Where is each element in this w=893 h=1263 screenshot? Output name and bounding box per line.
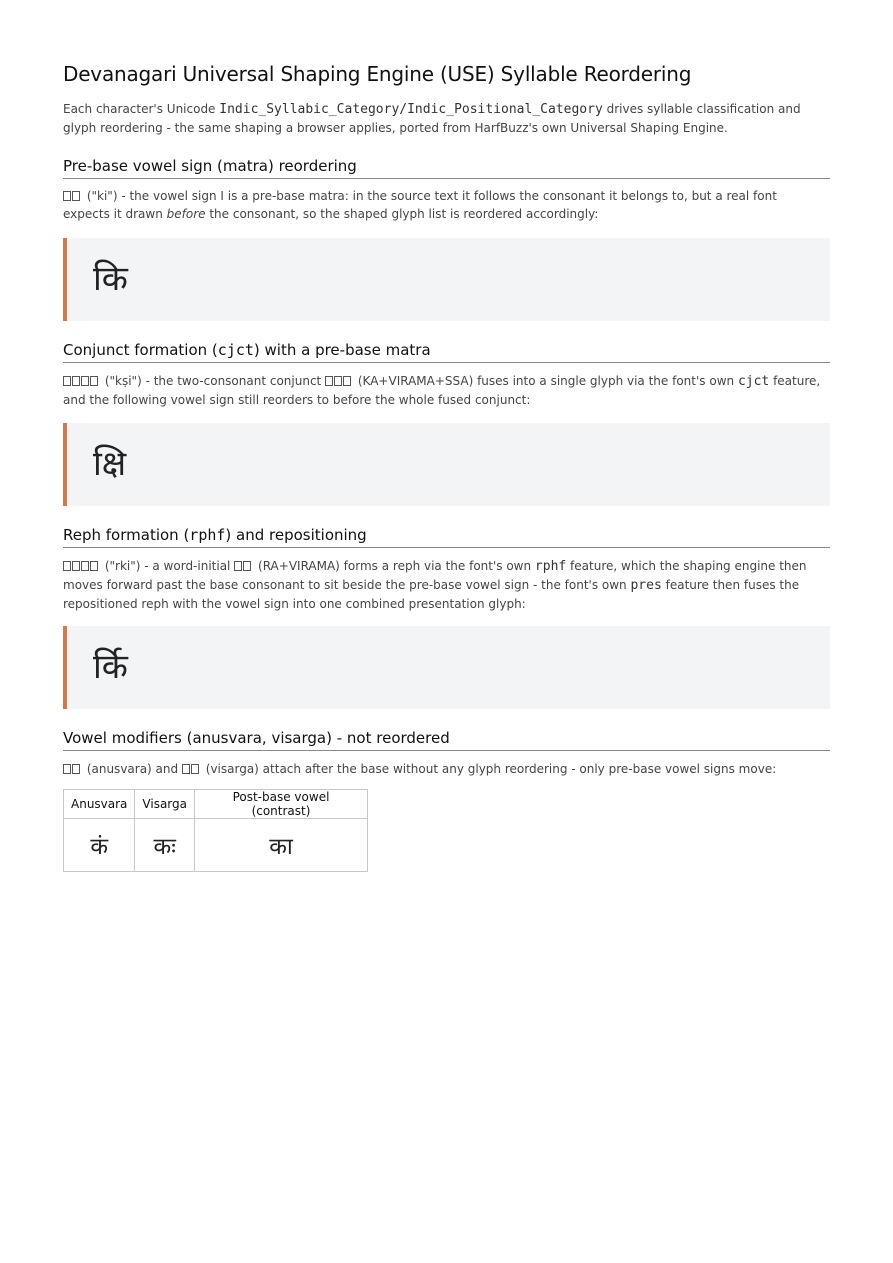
paragraph-text: feature, which the shaping engine then moves forward past the base consonant to sit beside the pre-base vowel sign - the font's own	[63, 559, 807, 592]
section-paragraph-reph	[63, 557, 823, 613]
section-heading-matra: Pre-base vowel sign (matra) reordering	[63, 157, 830, 179]
missing-glyph-icon	[90, 561, 98, 571]
heading-text: Conjunct formation (	[63, 341, 218, 359]
paragraph-text: feature then fuses the repositioned reph with the vowel sign into one combined presentation glyph:	[63, 578, 800, 611]
code-rphf: rphf	[534, 559, 567, 574]
modifiers-table	[63, 789, 368, 872]
code-slash: /	[399, 102, 408, 117]
section-heading-modifiers: Vowel modifiers (anusvara, visarga) - not reordered	[63, 729, 830, 751]
missing-glyph-icon	[182, 764, 190, 774]
missing-glyph-icon	[81, 561, 89, 571]
heading-code-cjct: cjct	[217, 341, 254, 359]
missing-glyph-icon	[191, 764, 199, 774]
missing-glyph-icon	[63, 191, 71, 201]
sample-box-kshi	[63, 423, 830, 506]
code-indic-positional-category: Indic_Positional_Category	[407, 102, 603, 117]
table-cell-visarga: कः	[135, 819, 195, 872]
missing-glyph-icon	[63, 376, 71, 386]
table-cell-anusvara: कं	[64, 819, 135, 872]
paragraph-text: (anusvara) and	[83, 762, 182, 776]
code-pres: pres	[630, 578, 662, 593]
paragraph-text: the consonant, so the shaped glyph list is reordered accordingly:	[205, 207, 599, 221]
code-indic-syllabic-category: Indic_Syllabic_Category	[219, 102, 400, 117]
section-paragraph-matra	[63, 187, 823, 223]
missing-glyph-icon	[72, 376, 80, 386]
section-heading-conjunct	[63, 341, 830, 363]
section-paragraph-modifiers	[63, 760, 823, 778]
column-header-post-base-vowel: Post-base vowel (contrast)	[195, 790, 368, 819]
sample-glyph: क्षि	[93, 444, 127, 484]
missing-glyph-icon	[72, 764, 80, 774]
paragraph-text: (RA+VIRAMA) forms a reph via the font's own	[254, 559, 535, 573]
missing-glyph-icon	[343, 376, 351, 386]
heading-code-rphf: rphf	[189, 526, 226, 544]
section-heading-reph	[63, 526, 830, 548]
missing-glyph-icon	[334, 376, 342, 386]
heading-text: ) and repositioning	[225, 526, 367, 544]
code-cjct: cjct	[737, 374, 770, 389]
missing-glyph-icon	[72, 561, 80, 571]
missing-glyph-icon	[72, 191, 80, 201]
table-cell-post-base-vowel: का	[195, 819, 368, 872]
sample-glyph: र्कि	[93, 647, 128, 687]
sample-glyph: कि	[93, 259, 128, 299]
paragraph-text: ("ki") - the vowel sign I is a pre-base matra: in the source text it follows the consonant it belongs to, but a real font expects it drawn	[63, 189, 777, 221]
missing-glyph-icon	[90, 376, 98, 386]
missing-glyph-icon	[63, 561, 71, 571]
paragraph-text: (visarga) attach after the base without any glyph reordering - only pre-base vowel signs move:	[201, 762, 777, 776]
heading-text: Reph formation (	[63, 526, 190, 544]
paragraph-text: ("rki") - a word-initial	[101, 559, 235, 573]
missing-glyph-icon	[243, 561, 251, 571]
paragraph-text: feature, and the following vowel sign still reorders to before the whole fused conjunct:	[63, 374, 821, 407]
table-row	[64, 819, 368, 872]
heading-text: ) with a pre-base matra	[253, 341, 431, 359]
intro-text-end: drives syllable classification and glyph reordering - the same shaping a browser applies, ported from HarfBuzz's own Universal Shaping Engine.	[63, 102, 801, 135]
missing-glyph-icon	[81, 376, 89, 386]
intro-paragraph	[63, 100, 833, 137]
paragraph-text: ("kṣi") - the two-consonant conjunct	[101, 374, 326, 388]
sample-box-ki	[63, 238, 830, 321]
emphasis-before: before	[166, 207, 206, 221]
sample-box-rki	[63, 626, 830, 709]
section-paragraph-conjunct	[63, 372, 823, 409]
table-header-row	[64, 790, 368, 819]
intro-text: Each character's Unicode	[63, 102, 220, 116]
column-header-visarga: Visarga	[135, 790, 195, 819]
missing-glyph-icon	[63, 764, 71, 774]
paragraph-text: (KA+VIRAMA+SSA) fuses into a single glyph via the font's own	[354, 374, 738, 388]
missing-glyph-icon	[325, 376, 333, 386]
column-header-anusvara: Anusvara	[64, 790, 135, 819]
missing-glyph-icon	[234, 561, 242, 571]
page-title: Devanagari Universal Shaping Engine (USE) Syllable Reordering	[63, 62, 692, 86]
